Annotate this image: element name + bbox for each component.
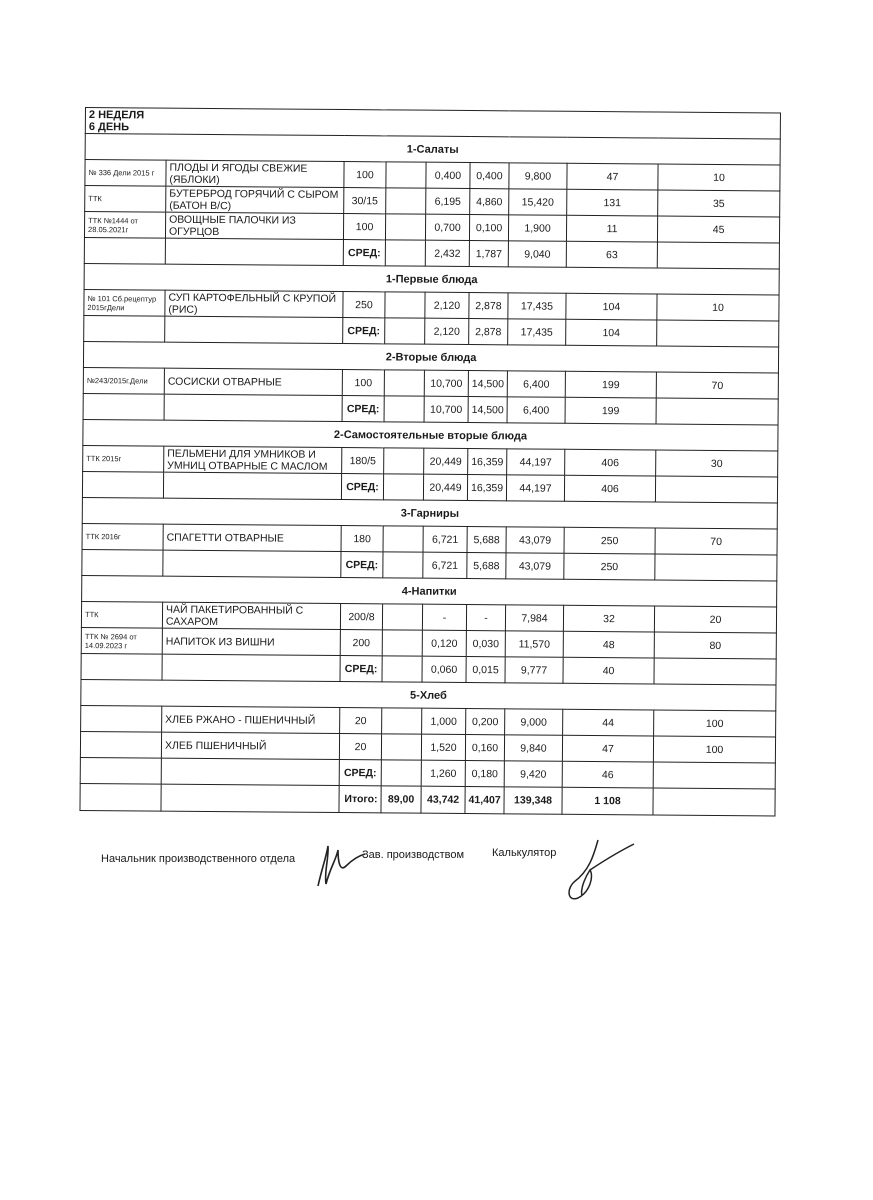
- energy-value: 199: [565, 371, 656, 398]
- avg-carbs: 9,777: [505, 657, 563, 683]
- blank-cell: [381, 760, 421, 786]
- avg-fat: 2,878: [469, 319, 508, 345]
- recipe-number: 45: [657, 216, 779, 243]
- blank-cell: [165, 238, 343, 265]
- carbs-value: 1,900: [508, 215, 566, 241]
- dish-name: ХЛЕБ РЖАНО - ПШЕНИЧНЫЙ: [162, 706, 340, 733]
- menu-document: [79, 107, 780, 816]
- blank-cell: [81, 653, 162, 680]
- protein-value: 20,449: [424, 448, 468, 474]
- avg-energy: 199: [565, 397, 656, 424]
- blank-cell: [382, 656, 422, 682]
- signature-mark-1: [310, 838, 370, 893]
- blank-cell: [654, 658, 776, 685]
- deputy-label: Зав. производством: [362, 849, 465, 861]
- fat-value: 16,359: [468, 449, 507, 475]
- total-price: 89,00: [381, 786, 421, 813]
- energy-value: 11: [566, 215, 657, 242]
- dish-name: СУП КАРТОФЕЛЬНЫЙ С КРУПОЙ (РИС): [165, 290, 343, 317]
- average-label: СРЕД:: [341, 552, 383, 578]
- avg-fat: 5,688: [467, 553, 506, 579]
- calculator-label: Калькулятор: [492, 847, 557, 859]
- blank-cell: [83, 393, 164, 420]
- average-label: СРЕД:: [343, 240, 385, 266]
- fat-value: 0,030: [466, 631, 505, 657]
- blank-cell: [383, 552, 423, 578]
- energy-value: 32: [563, 605, 654, 632]
- energy-value: 47: [567, 163, 658, 190]
- energy-value: 44: [563, 709, 654, 736]
- blank-cell: [383, 474, 423, 500]
- dish-price: [381, 734, 421, 760]
- energy-value: 104: [566, 293, 657, 320]
- avg-carbs: 9,420: [504, 761, 562, 787]
- avg-protein: 6,721: [423, 552, 467, 578]
- signature-mark-2: [560, 836, 640, 906]
- dish-price: [384, 448, 424, 474]
- fat-value: 2,878: [469, 293, 508, 319]
- recipe-number: 30: [656, 450, 778, 477]
- dish-name: ХЛЕБ ПШЕНИЧНЫЙ: [161, 732, 339, 759]
- blank-cell: [385, 318, 425, 344]
- dish-name: ОВОЩНЫЕ ПАЛОЧКИ ИЗ ОГУРЦОВ: [165, 212, 343, 239]
- recipe-number: 35: [658, 190, 780, 217]
- average-label: СРЕД:: [341, 474, 383, 500]
- portion-yield: 20: [339, 734, 381, 760]
- dish-price: [385, 214, 425, 240]
- blank-cell: [384, 396, 424, 422]
- fat-value: 0,200: [466, 709, 505, 735]
- avg-energy: 406: [564, 475, 655, 502]
- section-title: 2-Вторые блюда: [83, 341, 778, 372]
- carbs-value: 15,420: [509, 189, 567, 215]
- recipe-source: №243/2015г.Дели: [83, 367, 164, 394]
- avg-fat: 0,015: [466, 657, 505, 683]
- dish-name: ПЛОДЫ И ЯГОДЫ СВЕЖИЕ (ЯБЛОКИ): [166, 160, 344, 187]
- blank-cell: [82, 549, 163, 576]
- portion-yield: 20: [340, 708, 382, 734]
- energy-value: 406: [565, 449, 656, 476]
- blank-cell: [164, 394, 342, 421]
- carbs-value: 7,984: [505, 605, 563, 631]
- fat-value: 0,100: [469, 215, 508, 241]
- blank-cell: [84, 237, 165, 264]
- portion-yield: 250: [343, 292, 385, 318]
- portion-yield: 100: [343, 214, 385, 240]
- total-row: [80, 783, 775, 815]
- blank-cell: [163, 550, 341, 577]
- recipe-number: 70: [655, 528, 777, 555]
- avg-protein: 2,120: [425, 318, 469, 344]
- portion-yield: 180: [341, 526, 383, 552]
- recipe-source: ТТК № 2694 от 14.09.2023 г: [81, 627, 162, 654]
- energy-value: 250: [564, 527, 655, 554]
- section-title: 1-Салаты: [85, 134, 780, 165]
- fat-value: 14,500: [468, 371, 507, 397]
- fat-value: 0,400: [470, 163, 509, 189]
- recipe-source: [80, 731, 161, 758]
- blank-cell: [162, 654, 340, 681]
- section-title: 1-Первые блюда: [84, 263, 779, 294]
- protein-value: 2,120: [425, 292, 469, 318]
- total-protein: 43,742: [421, 786, 465, 813]
- dish-price: [386, 162, 426, 188]
- recipe-source: ТТК: [81, 601, 162, 628]
- dish-name: СПАГЕТТИ ОТВАРНЫЕ: [163, 524, 341, 551]
- day-label: 6 ДЕНЬ: [88, 120, 130, 133]
- dish-name: ПЕЛЬМЕНИ ДЛЯ УМНИКОВ И УМНИЦ ОТВАРНЫЕ С МАСЛОМ: [164, 446, 342, 473]
- dish-price: [383, 526, 423, 552]
- protein-value: 6,721: [423, 526, 467, 552]
- recipe-number: 10: [657, 294, 779, 321]
- total-label: Итого:: [339, 786, 381, 813]
- recipe-source: [81, 705, 162, 732]
- blank-cell: [82, 471, 163, 498]
- dish-price: [382, 604, 422, 630]
- dish-price: [385, 292, 425, 318]
- blank-cell: [653, 788, 775, 816]
- dish-price: [386, 188, 426, 214]
- carbs-value: 11,570: [505, 631, 563, 657]
- energy-value: 47: [562, 735, 653, 762]
- fat-value: 5,688: [467, 527, 506, 553]
- dish-price: [382, 630, 422, 656]
- avg-fat: 0,180: [465, 761, 504, 787]
- protein-value: -: [422, 604, 466, 630]
- recipe-source: ТТК 2015г: [83, 445, 164, 472]
- protein-value: 1,520: [421, 734, 465, 760]
- blank-cell: [656, 398, 778, 425]
- head-production-label: Начальник производственного отдела: [101, 853, 296, 865]
- section-title: 2-Самостоятельные вторые блюда: [83, 419, 778, 450]
- section-title: 3-Гарниры: [82, 497, 777, 528]
- portion-yield: 100: [344, 162, 386, 188]
- fat-value: 4,860: [470, 189, 509, 215]
- section-title: 5-Хлеб: [81, 679, 776, 710]
- carbs-value: 44,197: [507, 449, 565, 475]
- blank-cell: [653, 762, 775, 789]
- avg-protein: 10,700: [424, 396, 468, 422]
- dish-price: [384, 370, 424, 396]
- protein-value: 0,120: [422, 630, 466, 656]
- blank-cell: [655, 554, 777, 581]
- recipe-source: ТТК №1444 от 28.05.2021г: [84, 212, 165, 239]
- recipe-number: 70: [656, 372, 778, 399]
- total-energy: 1 108: [562, 787, 653, 815]
- protein-value: 0,700: [425, 214, 469, 240]
- avg-carbs: 17,435: [508, 319, 566, 345]
- carbs-value: 9,800: [509, 163, 567, 189]
- recipe-number: 100: [653, 736, 775, 763]
- dish-name: СОСИСКИ ОТВАРНЫЕ: [164, 368, 342, 395]
- dish-price: [382, 708, 422, 734]
- portion-yield: 180/5: [342, 448, 384, 474]
- recipe-number: 100: [654, 710, 776, 737]
- protein-value: 0,400: [426, 162, 470, 188]
- carbs-value: 6,400: [507, 371, 565, 397]
- recipe-source: ТТК 2016г: [82, 523, 163, 550]
- blank-cell: [161, 758, 339, 785]
- section-title: 4-Напитки: [82, 575, 777, 606]
- recipe-number: 20: [654, 606, 776, 633]
- avg-fat: 1,787: [469, 241, 508, 267]
- protein-value: 6,195: [426, 188, 470, 214]
- avg-protein: 0,060: [422, 656, 466, 682]
- fat-value: 0,160: [465, 735, 504, 761]
- recipe-source: ТТК: [85, 186, 166, 213]
- portion-yield: 200: [340, 630, 382, 656]
- avg-energy: 104: [566, 319, 657, 346]
- avg-protein: 2,432: [425, 240, 469, 266]
- avg-protein: 20,449: [423, 474, 467, 500]
- protein-value: 1,000: [422, 708, 466, 734]
- dish-name: ЧАЙ ПАКЕТИРОВАННЫЙ С САХАРОМ: [162, 602, 340, 629]
- avg-carbs: 9,040: [508, 241, 566, 267]
- carbs-value: 43,079: [506, 527, 564, 553]
- avg-energy: 250: [564, 553, 655, 580]
- portion-yield: 30/15: [344, 188, 386, 214]
- carbs-value: 17,435: [508, 293, 566, 319]
- blank-cell: [80, 783, 161, 811]
- blank-cell: [657, 320, 779, 347]
- portion-yield: 100: [342, 370, 384, 396]
- avg-energy: 40: [563, 657, 654, 684]
- avg-carbs: 6,400: [507, 397, 565, 423]
- avg-protein: 1,260: [421, 760, 465, 786]
- carbs-value: 9,000: [505, 709, 563, 735]
- total-fat: 41,407: [465, 787, 504, 814]
- protein-value: 10,700: [424, 370, 468, 396]
- average-label: СРЕД:: [339, 760, 381, 786]
- energy-value: 131: [567, 189, 658, 216]
- recipe-source: № 101 Сб.рецептур 2015гДели: [84, 289, 165, 316]
- carbs-value: 9,840: [504, 735, 562, 761]
- avg-energy: 63: [566, 241, 657, 268]
- average-label: СРЕД:: [340, 656, 382, 682]
- week-label: 2 НЕДЕЛЯ: [88, 108, 145, 121]
- blank-cell: [385, 240, 425, 266]
- recipe-number: 80: [654, 632, 776, 659]
- blank-cell: [84, 315, 165, 342]
- avg-carbs: 43,079: [506, 553, 564, 579]
- dish-name: БУТЕРБРОД ГОРЯЧИЙ С СЫРОМ (БАТОН В/С): [166, 186, 344, 213]
- avg-fat: 14,500: [468, 397, 507, 423]
- blank-cell: [165, 316, 343, 343]
- blank-cell: [655, 476, 777, 503]
- total-carbs: 139,348: [504, 787, 562, 814]
- recipe-source: № 336 Дели 2015 г: [85, 160, 166, 187]
- avg-fat: 16,359: [467, 475, 506, 501]
- average-label: СРЕД:: [343, 318, 385, 344]
- avg-energy: 46: [562, 761, 653, 788]
- blank-cell: [80, 757, 161, 784]
- portion-yield: 200/8: [340, 604, 382, 630]
- energy-value: 48: [563, 631, 654, 658]
- dish-name: НАПИТОК ИЗ ВИШНИ: [162, 628, 340, 655]
- blank-cell: [163, 472, 341, 499]
- average-label: СРЕД:: [342, 396, 384, 422]
- menu-table: [79, 107, 781, 816]
- avg-carbs: 44,197: [506, 475, 564, 501]
- recipe-number: 10: [658, 164, 780, 191]
- blank-cell: [161, 784, 339, 812]
- blank-cell: [657, 242, 779, 269]
- fat-value: -: [466, 605, 505, 631]
